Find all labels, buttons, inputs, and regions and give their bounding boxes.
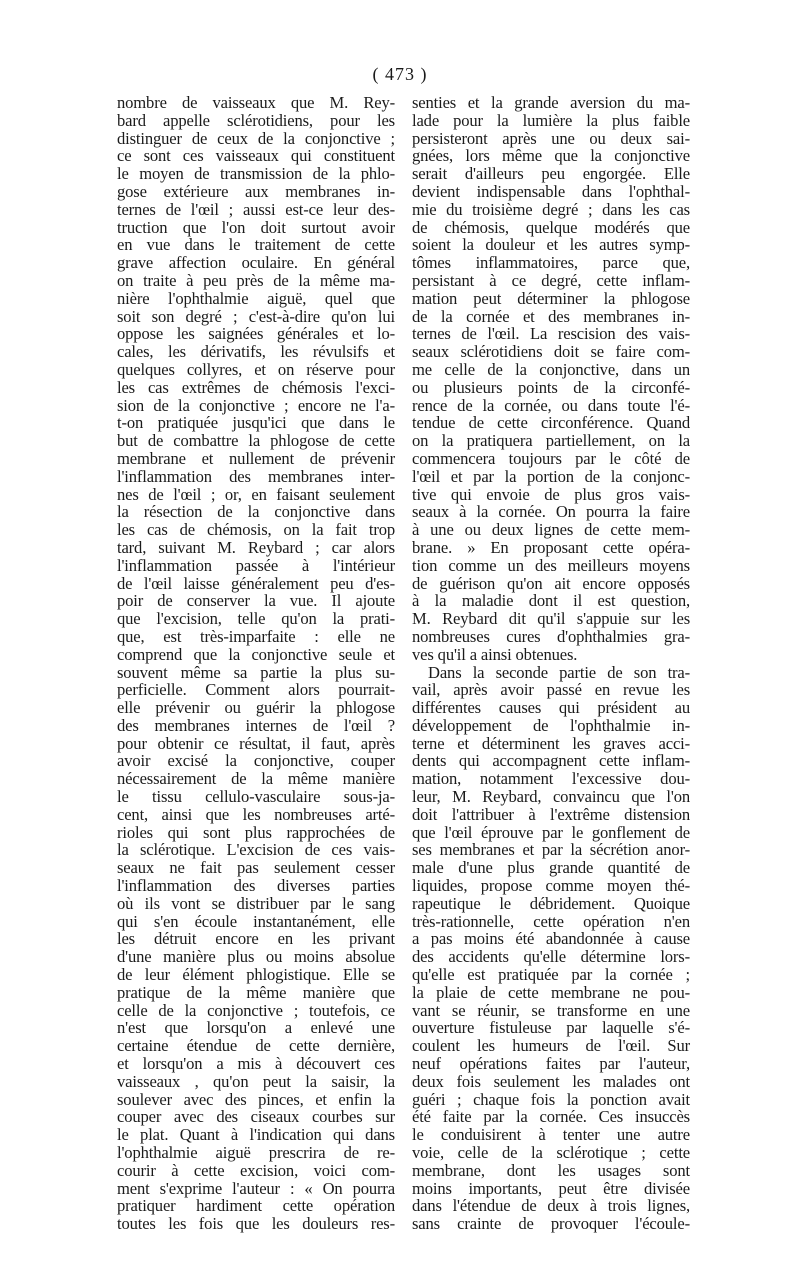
text-line: dents qui accompagnent cette inflam- bbox=[412, 751, 690, 771]
text-line: lade pour la lumière la plus faible bbox=[412, 110, 690, 130]
text-line: serait d'ailleurs peu engorgée. Elle bbox=[412, 164, 690, 184]
text-line: ou plusieurs points de la circonfé- bbox=[412, 377, 690, 397]
text-line: de la cornée et des membranes in- bbox=[412, 306, 690, 326]
text-line: que, est très-imparfaite : elle ne bbox=[117, 626, 395, 646]
text-line: soit son degré ; c'est-à-dire qu'on lui bbox=[117, 306, 395, 326]
text-line: de l'œil laisse généralement peu d'es- bbox=[117, 573, 395, 593]
text-line: bard appelle sclérotidiens, pour les bbox=[117, 110, 395, 130]
text-line: couper avec des ciseaux courbes sur bbox=[117, 1107, 395, 1127]
text-line: pour obtenir ce résultat, il faut, après bbox=[117, 733, 395, 753]
text-line: le tissu cellulo-vasculaire sous-ja- bbox=[117, 787, 395, 807]
text-line: cales, les dérivatifs, les révulsifs et bbox=[117, 342, 395, 362]
text-line: où ils vont se distribuer par le sang bbox=[117, 893, 395, 913]
text-line: l'ophthalmie aiguë prescrira de re- bbox=[117, 1143, 395, 1163]
text-line: comprend que la conjonctive seule et bbox=[117, 644, 395, 664]
text-line: en vue dans le traitement de cette bbox=[117, 235, 395, 255]
text-line: n'est que lorsqu'on a enlevé une bbox=[117, 1018, 395, 1038]
text-line: d'une manière plus ou moins absolue bbox=[117, 947, 395, 967]
text-line: les cas de chémosis, on la fait trop bbox=[117, 520, 395, 540]
text-line: avoir excisé la conjonctive, couper bbox=[117, 751, 395, 771]
text-line: oppose les saignées générales et lo- bbox=[117, 324, 395, 344]
text-line: membrane, dont les usages sont bbox=[412, 1160, 690, 1180]
text-line: et lorsqu'on a mis à découvert ces bbox=[117, 1054, 395, 1074]
text-line: ouverture fistuleuse par laquelle s'é- bbox=[412, 1018, 690, 1038]
text-line: sion de la conjonctive ; encore ne l'a- bbox=[117, 395, 395, 415]
text-line: nombreuses cures d'ophthalmies gra- bbox=[412, 626, 690, 646]
text-line: t-on pratiquée jusqu'ici que dans le bbox=[117, 413, 395, 433]
text-line: que l'œil éprouve par le gonflement de bbox=[412, 822, 690, 842]
text-line: celle de la conjonctive ; toutefois, ce bbox=[117, 1000, 395, 1020]
text-line: distinguer de ceux de la conjonctive ; bbox=[117, 128, 395, 148]
text-line: les détruit encore en les privant bbox=[117, 929, 395, 949]
text-line: ce sont ces vaisseaux qui constituent bbox=[117, 146, 395, 166]
text-line: persisteront après une ou deux sai- bbox=[412, 128, 690, 148]
text-line: liquides, propose comme moyen thé- bbox=[412, 876, 690, 896]
left-text-column bbox=[117, 94, 395, 1233]
text-line: mie du troisième degré ; dans les cas bbox=[412, 199, 690, 219]
text-line: pratique de la même manière que bbox=[117, 982, 395, 1002]
text-line: vant se réunir, se transforme en une bbox=[412, 1000, 690, 1020]
text-line: nes de l'œil ; or, en faisant seulement bbox=[117, 484, 395, 504]
text-line: tendue de cette circonférence. Quand bbox=[412, 413, 690, 433]
text-line: poir de conserver la vue. Il ajoute bbox=[117, 591, 395, 611]
text-line: développement de l'ophthalmie in- bbox=[412, 715, 690, 735]
text-line: mation peut déterminer la phlogose bbox=[412, 288, 690, 308]
text-line: quelques collyres, et on réserve pour bbox=[117, 359, 395, 379]
text-line: la résection de la conjonctive dans bbox=[117, 502, 395, 522]
text-line: les cas extrêmes de chémosis l'exci- bbox=[117, 377, 395, 397]
text-line: dans l'étendue de deux à trois lignes, bbox=[412, 1196, 690, 1216]
text-line: le conduisirent à tenter une autre bbox=[412, 1125, 690, 1145]
text-line: tômes inflammatoires, parce que, bbox=[412, 253, 690, 273]
text-line: toutes les fois que les douleurs res- bbox=[117, 1214, 395, 1234]
text-line: brane. » En proposant cette opéra- bbox=[412, 537, 690, 557]
text-line: gnées, lors même que la conjonctive bbox=[412, 146, 690, 166]
text-line: but de combattre la phlogose de cette bbox=[117, 431, 395, 451]
text-line: gose extérieure aux membranes in- bbox=[117, 181, 395, 201]
text-line: commencera toujours par le côté de bbox=[412, 448, 690, 468]
text-line: perficielle. Comment alors pourrait- bbox=[117, 680, 395, 700]
text-line: on la pratiquera partiellement, on la bbox=[412, 431, 690, 451]
text-line: voie, celle de la sclérotique ; cette bbox=[412, 1143, 690, 1163]
text-line: M. Reybard dit qu'il s'appuie sur les bbox=[412, 609, 690, 629]
text-line: cent, ainsi que les nombreuses arté- bbox=[117, 804, 395, 824]
text-line: qu'elle est pratiquée par la cornée ; bbox=[412, 965, 690, 985]
text-line: ternes de l'œil. La rescision des vais- bbox=[412, 324, 690, 344]
text-line: nière l'ophthalmie aiguë, quel que bbox=[117, 288, 395, 308]
text-line: terne et déterminent les graves acci- bbox=[412, 733, 690, 753]
text-line: grave affection oculaire. En général bbox=[117, 253, 395, 273]
text-line: vaisseaux , qu'on peut la saisir, la bbox=[117, 1071, 395, 1091]
text-line: à la maladie dont il est question, bbox=[412, 591, 690, 611]
text-line: des membranes internes de l'œil ? bbox=[117, 715, 395, 735]
text-line: l'inflammation des diverses parties bbox=[117, 876, 395, 896]
text-line: moins importants, peut être divisée bbox=[412, 1178, 690, 1198]
text-line: nécessairement de la même manière bbox=[117, 769, 395, 789]
text-line: de leur élément phlogistique. Elle se bbox=[117, 965, 395, 985]
text-line: doit l'attribuer à l'extrême distension bbox=[412, 804, 690, 824]
text-line: vail, après avoir passé en revue les bbox=[412, 680, 690, 700]
text-line: devient indispensable dans l'ophthal- bbox=[412, 181, 690, 201]
text-line: seaux à la cornée. On pourra la faire bbox=[412, 502, 690, 522]
text-line: senties et la grande aversion du ma- bbox=[412, 93, 690, 112]
text-line: Dans la seconde partie de son tra- bbox=[428, 662, 690, 682]
text-line: le moyen de transmission de la phlo- bbox=[117, 164, 395, 184]
text-line: de guérison qu'on ait encore opposés bbox=[412, 573, 690, 593]
text-line: deux fois seulement les malades ont bbox=[412, 1071, 690, 1091]
text-line: le plat. Quant à l'indication qui dans bbox=[117, 1125, 395, 1145]
text-line: seaux sclérotidiens doit se faire com- bbox=[412, 342, 690, 362]
text-line: membrane et nullement de prévenir bbox=[117, 448, 395, 468]
text-line: ves qu'il a ainsi obtenues. bbox=[412, 644, 578, 664]
text-line: leur, M. Reybard, convaincu que l'on bbox=[412, 787, 690, 807]
text-line: l'inflammation passée à l'intérieur bbox=[117, 555, 395, 575]
text-line: souvent même sa partie la plus su- bbox=[117, 662, 395, 682]
text-line: rapeutique le débridement. Quoique bbox=[412, 893, 690, 913]
text-line: seaux ne fait pas seulement cesser bbox=[117, 858, 395, 878]
text-line: male d'une plus grande quantité de bbox=[412, 858, 690, 878]
text-line: elle prévenir ou guérir la phlogose bbox=[117, 698, 395, 718]
text-line: ment s'exprime l'auteur : « On pourra bbox=[117, 1178, 395, 1198]
text-line: ses membranes et par la sécrétion anor- bbox=[412, 840, 690, 860]
text-line: la plaie de cette membrane ne pou- bbox=[412, 982, 690, 1002]
text-line: guéri ; chaque fois la ponction avait bbox=[412, 1089, 690, 1109]
right-text-column bbox=[412, 94, 690, 1233]
text-line: l'inflammation des membranes inter- bbox=[117, 466, 395, 486]
text-line: certaine étendue de cette dernière, bbox=[117, 1036, 395, 1056]
text-line: on traite à peu près de la même ma- bbox=[117, 270, 395, 290]
text-line: rence de la cornée, ou dans toute l'é- bbox=[412, 395, 690, 415]
text-line: la sclérotique. L'excision de ces vais- bbox=[117, 840, 395, 860]
text-line: nombre de vaisseaux que M. Rey- bbox=[117, 93, 395, 112]
text-line: mation, notamment l'excessive dou- bbox=[412, 769, 690, 789]
text-line: truction que l'on doit surtout avoir bbox=[117, 217, 395, 237]
text-line: persistant à ce degré, cette inflam- bbox=[412, 270, 690, 290]
page-number: ( 473 ) bbox=[372, 64, 428, 84]
text-line: de chémosis, quelque modérés que bbox=[412, 217, 690, 237]
text-line: des accidents qu'elle détermine lors- bbox=[412, 947, 690, 967]
text-line: que l'excision, telle qu'on la prati- bbox=[117, 609, 395, 629]
text-line: l'œil et par la portion de la conjonc- bbox=[412, 466, 690, 486]
text-line: sans crainte de provoquer l'écoule- bbox=[412, 1214, 690, 1234]
text-line: tion comme un des meilleurs moyens bbox=[412, 555, 690, 575]
text-line: soient la douleur et les autres symp- bbox=[412, 235, 690, 255]
text-line: neuf opérations faites par l'auteur, bbox=[412, 1054, 690, 1074]
text-line: qui s'en écoule instantanément, elle bbox=[117, 911, 395, 931]
text-line: différentes causes qui président au bbox=[412, 698, 690, 718]
text-line: a pas moins été abandonnée à cause bbox=[412, 929, 690, 949]
text-line: coulent les humeurs de l'œil. Sur bbox=[412, 1036, 690, 1056]
text-line: très-rationnelle, cette opération n'en bbox=[412, 911, 690, 931]
text-line: tard, suivant M. Reybard ; car alors bbox=[117, 537, 395, 557]
text-line: à une ou deux lignes de cette mem- bbox=[412, 520, 690, 540]
text-line: pratiquer hardiment cette opération bbox=[117, 1196, 395, 1216]
text-line: me celle de la conjonctive, dans un bbox=[412, 359, 690, 379]
text-line: rioles qui sont plus rapprochées de bbox=[117, 822, 395, 842]
text-line: soulever avec des pinces, et enfin la bbox=[117, 1089, 395, 1109]
text-line: courir à cette excision, voici com- bbox=[117, 1160, 395, 1180]
text-line: été faite par la cornée. Ces insuccès bbox=[412, 1107, 690, 1127]
text-line: tive qui envoie de plus gros vais- bbox=[412, 484, 690, 504]
text-line: ternes de l'œil ; aussi est-ce leur des- bbox=[117, 199, 395, 219]
